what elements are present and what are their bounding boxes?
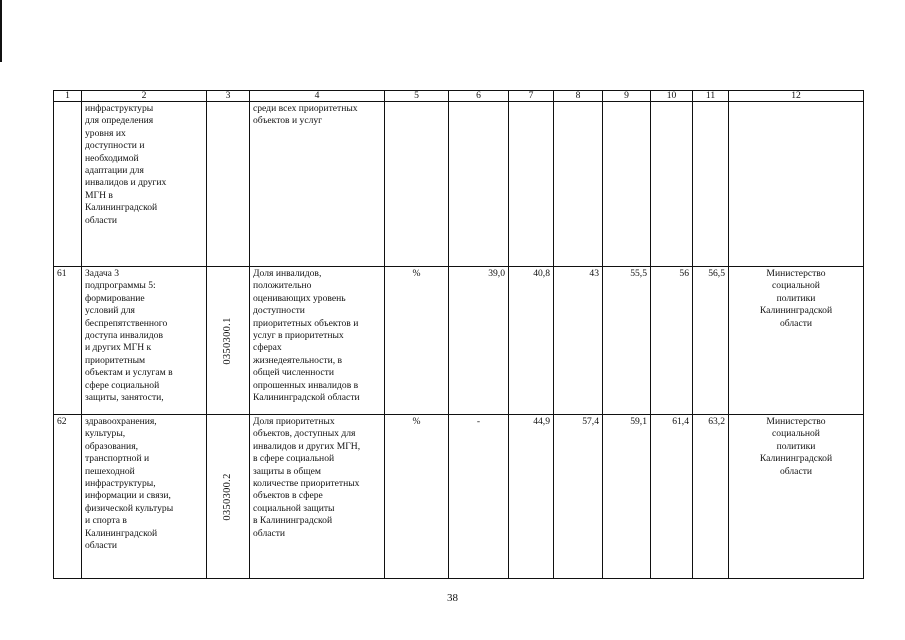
indicator-cell: среди всех приоритетных объектов и услуг bbox=[250, 102, 385, 267]
table-row-continued bbox=[54, 102, 864, 267]
value-cell bbox=[449, 102, 509, 267]
column-number-2: 2 bbox=[82, 91, 207, 102]
responsible-cell bbox=[729, 102, 864, 267]
task-text: здравоохранения, культуры, образования, транспортной и пешеходной инфраструктуры, информации и связи, физической культуры и спорта в Калининградской области bbox=[82, 415, 207, 579]
value: 61,4 bbox=[651, 415, 693, 579]
column-number-11: 11 bbox=[693, 91, 729, 102]
table-row-61 bbox=[54, 267, 864, 415]
unit: % bbox=[385, 267, 449, 415]
value-cell bbox=[509, 102, 554, 267]
column-number-4: 4 bbox=[250, 91, 385, 102]
value: 44,9 bbox=[509, 415, 554, 579]
responsible-text: Министерство социальной политики Калининградской области bbox=[729, 267, 864, 415]
code-cell bbox=[207, 102, 250, 267]
value: 39,0 bbox=[449, 267, 509, 415]
table-row-62 bbox=[54, 415, 864, 579]
indicator-code: 0350300.2 bbox=[221, 472, 233, 521]
value: 56,5 bbox=[693, 267, 729, 415]
row-number-cell bbox=[54, 102, 82, 267]
row-number: 61 bbox=[54, 267, 82, 415]
indicator-text: Доля приоритетных объектов, доступных для инвалидов и других МГН, в сфере социальной защиты в общем количестве приоритетных объектов в сфере социальной защиты в Калининградской области bbox=[250, 415, 385, 579]
value: 55,5 bbox=[603, 267, 651, 415]
value-cell bbox=[651, 102, 693, 267]
value: 59,1 bbox=[603, 415, 651, 579]
task-text: Задача 3 подпрограммы 5: формирование условий для беспрепятственного доступа инвалидов и других МГН к приоритетным объектам и услугам в сфере социальной защиты, занятости, bbox=[82, 267, 207, 415]
table-header-row bbox=[54, 91, 864, 102]
column-number-7: 7 bbox=[509, 91, 554, 102]
column-number-6: 6 bbox=[449, 91, 509, 102]
page-number: 38 bbox=[447, 592, 458, 604]
scan-edge-mark bbox=[0, 0, 2, 62]
column-number-10: 10 bbox=[651, 91, 693, 102]
column-number-9: 9 bbox=[603, 91, 651, 102]
value: 57,4 bbox=[554, 415, 603, 579]
unit: % bbox=[385, 415, 449, 579]
responsible-text: Министерство социальной политики Калининградской области bbox=[729, 415, 864, 579]
task-cell: инфраструктуры для определения уровня их доступности и необходимой адаптации для инвалидов и других МГН в Калининградской области bbox=[82, 102, 207, 267]
column-number-3: 3 bbox=[207, 91, 250, 102]
value: - bbox=[449, 415, 509, 579]
column-number-12: 12 bbox=[729, 91, 864, 102]
value: 63,2 bbox=[693, 415, 729, 579]
indicators-table bbox=[53, 90, 864, 579]
column-number-5: 5 bbox=[385, 91, 449, 102]
indicator-text: Доля инвалидов, положительно оценивающих уровень доступности приоритетных объектов и услуг в приоритетных сферах жизнедеятельности, в общей численности опрошенных инвалидов в Калининградской области bbox=[250, 267, 385, 415]
code-cell bbox=[207, 415, 250, 579]
indicator-code: 0350300.1 bbox=[221, 316, 233, 365]
value: 40,8 bbox=[509, 267, 554, 415]
code-cell bbox=[207, 267, 250, 415]
column-number-8: 8 bbox=[554, 91, 603, 102]
unit-cell bbox=[385, 102, 449, 267]
value-cell bbox=[693, 102, 729, 267]
row-number: 62 bbox=[54, 415, 82, 579]
value: 56 bbox=[651, 267, 693, 415]
value-cell bbox=[554, 102, 603, 267]
value: 43 bbox=[554, 267, 603, 415]
column-number-1: 1 bbox=[54, 91, 82, 102]
value-cell bbox=[603, 102, 651, 267]
